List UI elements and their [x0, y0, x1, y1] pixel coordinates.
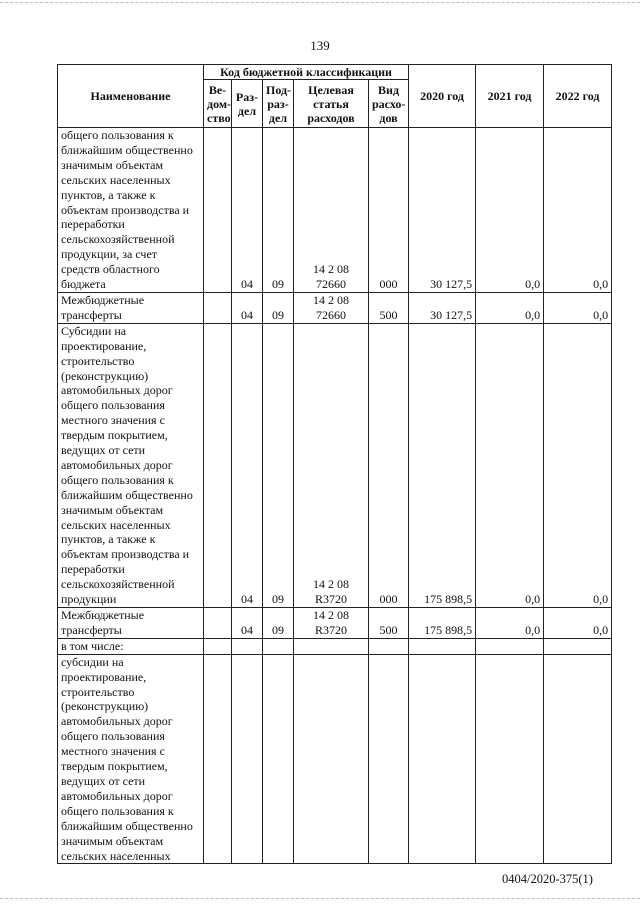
row-vedomstvo — [204, 323, 232, 607]
row-razdel — [232, 638, 263, 654]
row-value-2021 — [476, 654, 544, 864]
row-name: в том числе: — [58, 638, 204, 654]
row-value-2020: 175 898,5 — [409, 323, 476, 607]
top-scan-edge — [0, 2, 640, 3]
header-razdel: Раз- дел — [232, 80, 263, 128]
row-vedomstvo — [204, 128, 232, 293]
row-value-2021 — [476, 638, 544, 654]
row-podrazdel — [263, 638, 294, 654]
row-razdel: 04 — [232, 608, 263, 639]
row-expense-type — [369, 638, 409, 654]
row-podrazdel: 09 — [263, 292, 294, 323]
table-row — [58, 638, 612, 654]
header-2020: 2020 год — [409, 65, 476, 128]
row-expense-type: 500 — [369, 292, 409, 323]
row-value-2021: 0,0 — [476, 128, 544, 293]
table-row — [58, 128, 612, 293]
row-vedomstvo — [204, 608, 232, 639]
row-name: субсидии на проектирование, строительство (реконструкцию) автомобильных дорог общего пользования местного значения с твердым покрытием, ведущих от сети автомобильных дорог общего пользования к ближайшим общественно значимым объектам сельских населенных — [58, 654, 204, 864]
row-podrazdel: 09 — [263, 608, 294, 639]
row-name: Субсидии на проектирование, строительство (реконструкцию) автомобильных дорог общего пользования местного значения с твердым покрытием, ведущих от сети автомобильных дорог общего пользования к ближайшим общественно значимым объектам сельских населенных пунктов, а также к объектам производства и переработки сельскохозяйственной продукции — [58, 323, 204, 607]
table-row — [58, 654, 612, 864]
row-value-2021: 0,0 — [476, 323, 544, 607]
header-2021: 2021 год — [476, 65, 544, 128]
header-podrazdel: Под- раз- дел — [263, 80, 294, 128]
row-value-2020 — [409, 654, 476, 864]
row-vedomstvo — [204, 638, 232, 654]
row-razdel — [232, 654, 263, 864]
document-code: 0404/2020-375(1) — [502, 872, 593, 886]
row-value-2020: 30 127,5 — [409, 292, 476, 323]
header-row-top — [58, 65, 612, 80]
row-podrazdel: 09 — [263, 323, 294, 607]
row-vedomstvo — [204, 292, 232, 323]
row-target-article — [294, 638, 369, 654]
row-value-2021: 0,0 — [476, 608, 544, 639]
header-2022: 2022 год — [544, 65, 612, 128]
bottom-scan-edge — [0, 898, 640, 899]
row-value-2020: 30 127,5 — [409, 128, 476, 293]
row-target-article: 14 2 08 R3720 — [294, 608, 369, 639]
header-vedomstvo: Ве- дом- ство — [204, 80, 232, 128]
row-value-2022: 0,0 — [544, 608, 612, 639]
row-value-2022: 0,0 — [544, 292, 612, 323]
table-row — [58, 608, 612, 639]
row-name: общего пользования к ближайшим общественно значимым объектам сельских населенных пунктов, а также к объектам производства и переработки сельскохозяйственной продукции, за счет средств областного бюджета — [58, 128, 204, 293]
row-value-2020 — [409, 638, 476, 654]
row-expense-type: 500 — [369, 608, 409, 639]
row-target-article — [294, 654, 369, 864]
row-podrazdel — [263, 654, 294, 864]
row-target-article: 14 2 08 72660 — [294, 128, 369, 293]
row-target-article: 14 2 08 R3720 — [294, 323, 369, 607]
row-razdel: 04 — [232, 128, 263, 293]
row-target-article: 14 2 08 72660 — [294, 292, 369, 323]
budget-table — [57, 64, 612, 864]
header-name: Наименование — [58, 65, 204, 128]
table-row — [58, 323, 612, 607]
header-expense-type: Вид расхо- дов — [369, 80, 409, 128]
row-vedomstvo — [204, 654, 232, 864]
table-row — [58, 292, 612, 323]
row-podrazdel: 09 — [263, 128, 294, 293]
row-value-2020: 175 898,5 — [409, 608, 476, 639]
row-value-2021: 0,0 — [476, 292, 544, 323]
row-razdel: 04 — [232, 323, 263, 607]
row-value-2022: 0,0 — [544, 128, 612, 293]
row-name: Межбюджетные трансферты — [58, 608, 204, 639]
row-expense-type: 000 — [369, 323, 409, 607]
row-expense-type — [369, 654, 409, 864]
row-name: Межбюджетные трансферты — [58, 292, 204, 323]
row-value-2022 — [544, 654, 612, 864]
header-target-article: Целевая статья расходов — [294, 80, 369, 128]
row-razdel: 04 — [232, 292, 263, 323]
page-number: 139 — [310, 38, 330, 53]
row-value-2022: 0,0 — [544, 323, 612, 607]
row-value-2022 — [544, 638, 612, 654]
header-classification-group: Код бюджетной классификации — [204, 65, 409, 80]
row-expense-type: 000 — [369, 128, 409, 293]
